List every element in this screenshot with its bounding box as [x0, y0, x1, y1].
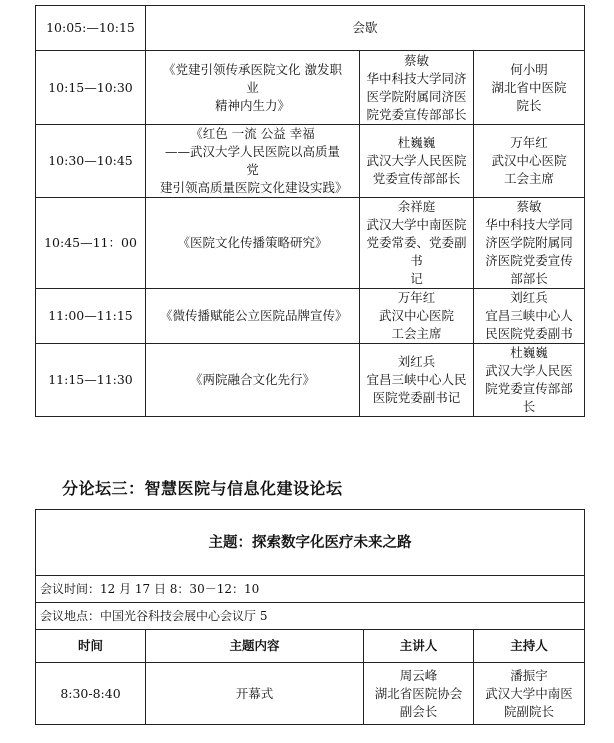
theme-row — [36, 510, 585, 576]
header-row — [36, 630, 585, 663]
schedule-table — [35, 5, 585, 417]
time-cell: 10:15—10:30 — [36, 51, 146, 125]
time-cell: 8:30-8:40 — [36, 663, 146, 725]
header-time: 时间 — [36, 630, 146, 663]
topic-cell: 《医院文化传播策略研究》 — [146, 198, 360, 289]
topic-cell: 开幕式 — [146, 663, 364, 725]
topic-cell: 《两院融合文化先行》 — [146, 344, 360, 417]
table-row — [36, 125, 585, 198]
host-cell: 刘红兵 宜昌三峡中心人 民医院党委副书 — [474, 289, 585, 344]
meeting-time: 会议时间：12 月 17 日 8：30－12：10 — [36, 576, 585, 603]
host-cell: 杜巍巍 武汉大学人民医 院党委宣传部部 长 — [474, 344, 585, 417]
break-cell: 会歇 — [146, 6, 585, 51]
meeting-place: 会议地点：中国光谷科技会展中心会议厅 5 — [36, 603, 585, 630]
table-row — [36, 6, 585, 51]
time-cell: 11:15—11:30 — [36, 344, 146, 417]
host-cell: 万年红 武汉中心医院 工会主席 — [474, 125, 585, 198]
speaker-cell: 周云峰 湖北省医院协会 副会长 — [364, 663, 474, 725]
host-cell: 何小明 湖北省中医院 院长 — [474, 51, 585, 125]
speaker-cell: 杜巍巍 武汉大学人民医院 党委宣传部部长 — [360, 125, 474, 198]
time-cell: 11:00—11:15 — [36, 289, 146, 344]
host-cell: 蔡敏 华中科技大学同 济医学院附属同 济医院党委宣传 部部长 — [474, 198, 585, 289]
speaker-cell: 蔡敏 华中科技大学同济 医学院附属同济医 院党委宣传部部长 — [360, 51, 474, 125]
speaker-cell: 刘红兵 宜昌三峡中心人民 医院党委副书记 — [360, 344, 474, 417]
header-speaker: 主讲人 — [364, 630, 474, 663]
meeting-place-row — [36, 603, 585, 630]
meeting-time-row — [36, 576, 585, 603]
table-row — [36, 663, 585, 725]
header-host: 主持人 — [474, 630, 585, 663]
table-row — [36, 289, 585, 344]
section-title: 分论坛三：智慧医院与信息化建设论坛 — [62, 479, 343, 498]
host-cell: 潘振宇 武汉大学中南医 院副院长 — [474, 663, 585, 725]
forum-table — [35, 509, 585, 725]
time-cell: 10:05:—10:15 — [36, 6, 146, 51]
speaker-cell: 余祥庭 武汉大学中南医院 党委常委、党委副书 记 — [360, 198, 474, 289]
time-cell: 10:30—10:45 — [36, 125, 146, 198]
time-cell: 10:45—11：00 — [36, 198, 146, 289]
header-topic: 主题内容 — [146, 630, 364, 663]
speaker-cell: 万年红 武汉中心医院 工会主席 — [360, 289, 474, 344]
topic-cell: 《红色 一流 公益 幸福 ——武汉大学人民医院以高质量党 建引领高质量医院文化建设实践》 — [146, 125, 360, 198]
theme-cell: 主题：探索数字化医疗未来之路 — [36, 510, 585, 576]
topic-cell: 《党建引领传承医院文化 激发职业 精神内生力》 — [146, 51, 360, 125]
table-row — [36, 198, 585, 289]
table-row — [36, 344, 585, 417]
table-row — [36, 51, 585, 125]
topic-cell: 《微传播赋能公立医院品牌宣传》 — [146, 289, 360, 344]
